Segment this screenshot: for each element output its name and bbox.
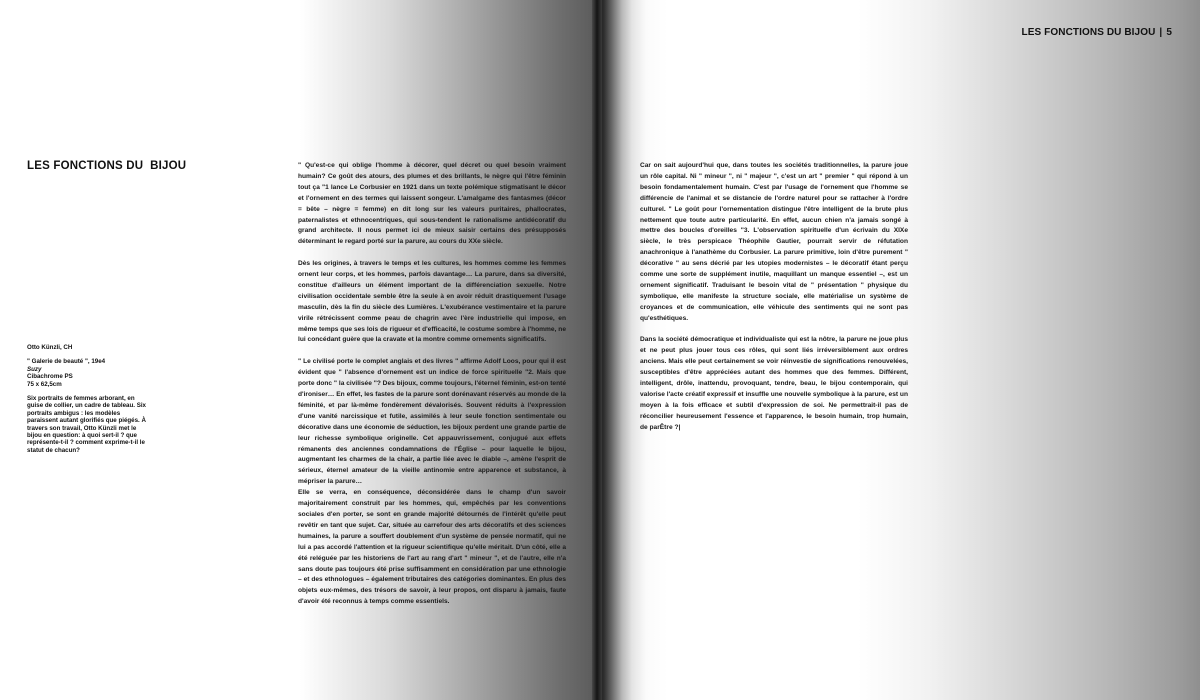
section-title: LES FONCTIONS DU BIJOU: [27, 160, 187, 172]
caption-work-title: " Galerie de beauté ", 19e4: [27, 358, 106, 366]
caption-material: Cibachrome PS: [27, 373, 73, 381]
left-page: [0, 0, 598, 700]
body-column-left: [298, 161, 566, 619]
caption-dimensions: 75 x 62,5cm: [27, 380, 62, 388]
page-gutter-fold: [592, 0, 602, 700]
running-head-title: LES FONCTIONS DU BIJOU: [1021, 27, 1156, 38]
paragraph: Elle se verra, en conséquence, déconsidérée dans le champ d'un savoir majoritairement construit par les hommes, qui, empêchés par les conventions sociales d'en porter, se sont en grande majorité détournés de l'intérêt qu'elle peut revêtir en tant que sujet. Car, située au carrefour des arts décoratifs et des sciences humaines, la parure a souffert doublement d'un système de pensée normatif, qui ne lui a pas accordé l'attention et la rigueur scientifique qu'elle méritait. D'un côté, elle a été reléguée par les historiens de l'art au rang d'art " mineur ", et de l'autre, elle n'a sans doute pas toujours été prise suffisamment en considération par une ethnologie – et des ethnologues – également tributaires des catégories dominantes. En plus des objets eux-mêmes, des trésors de savoir, à leur propos, ont disparu à jamais, faute d'avoir été reconnus à temps comme essentiels.: [298, 489, 566, 606]
paragraph: Dès les origines, à travers le temps et les cultures, les hommes comme les femmes ornent leur corps, et les hommes, parfois davantage… La parure, dans sa diversité, constitue d'ailleurs un élément important de la différenciation sexuelle. Notre civilisation occidentale semble être la seule à en avoir réduit drastiquement l'usage masculin, dès la fin du siècle des Lumières. L'exubérance vestimentaire et la parure virile rétrécissent comme peau de chagrin avec l'ère industrielle qui impose, en même temps que ses lois de rigueur et d'efficacité, le costume sombre à l'homme, ne lui concédant guère que la cravate et la montre comme ornements significatifs.: [298, 260, 566, 344]
body-column-right: [640, 161, 908, 445]
paragraph: " Le civilisé porte le complet anglais et des livres " affirme Adolf Loos, pour qui il est évident que " l'absence d'ornement est un indice de force spirituelle "2. Mais que porte donc " la civilisée "? Des bijoux, comme toujours, l'éternel féminin, est-on tenté d'ironiser… En effet, les fastes de la parure sont dorénavant réservés au monde de la féminité, et par là-même fondèrement dévalorisés. Souvent réduits à l'expression d'une vanité narcissique et futile, assimilés à leur seule fonction sentimentale ou décorative dans une économie de séduction, les bijoux perdent une grande partie de leur richesse symbolique originelle. Cet appauvrissement, conjugué aux effets rémanents des anciennes condamnations de l'Église – pour laquelle le bijou, augmentant les charmes de la chair, a partie liée avec le diable –, amène l'esprit de sérieux, éternel amateur de la vieille antinomie entre apparence et substance, à mépriser la parure…: [298, 358, 566, 486]
caption-artist: Otto Künzli, CH: [27, 344, 73, 351]
running-head: [1022, 27, 1172, 38]
paragraph: " Qu'est-ce qui oblige l'homme à décorer, quel décret ou quel besoin vraiment humain? Ce goût des atours, des plumes et des brillants, le nègre qui l'être féminin tout ça "1 lance Le Corbusier en 1921 dans un texte polémique stigmatisant le décor et l'ornement en des termes qui laissent songeur. L'amalgame des fantasmes (décor = bête – nègre = femme) en dit long sur les valeurs puritaires, phallocrates, paternalistes et ethnocentriques, qui sous-tendent le rationalisme antidécoratif du grand architecte. Il nous permet ici de mieux saisir certains des présupposés déterminant le regard porté sur la parure, au cours du XXe siècle.: [298, 162, 566, 246]
page-number: 5: [1166, 27, 1172, 38]
caption-description: Six portraits de femmes arborant, en guise de collier, un cadre de tableau. Six portraits ambigus : les modèles paraissent autant glorifiés que piégés. À travers son travail, Otto Künzli met le bijou en question: à quoi sert-il ? que représente-t-il ? comment exprime-t-il le statut de chacun?: [27, 395, 146, 454]
image-caption: [27, 344, 149, 454]
paragraph: Car on sait aujourd'hui que, dans toutes les sociétés traditionnelles, la parure joue un rôle capital. Ni " mineur ", ni " majeur ", c'est un art " premier " qui répond à un besoin fondamentalement humain. C'est par l'usage de l'ornement que l'homme se différencie de l'animal et se distancie de l'ordre naturel pour se rattacher à l'ordre culturel. " Le goût pour l'ornementation distingue l'être intelligent de la brute plus nettement que toute autre particularité. En effet, aucun chien n'a jamais songé à mettre des boucles d'oreilles "3. L'observation spirituelle d'un écrivain du XIXe siècle, le très perspicace Théophile Gautier, pourrait servir de réfutation anachronique à l'anathème du Corbusier. La parure primitive, loin d'être purement " décorative " au sens décrié par les utopies modernistes – le décoratif étant perçu comme une sorte de supplément inutile, maquillant un manque essentiel –, est un ornement significatif. Traduisant le besoin vital de " présentation " physique du symbolique, elle manifeste la structure sociale, elle matérialise un système de croyances et de communication, elle véhicule des sentiments qui ne sont pas qu'esthétiques.: [640, 162, 908, 322]
caption-subtitle: Suzy: [27, 365, 42, 373]
paragraph: Dans la société démocratique et individualiste qui est la nôtre, la parure ne joue plus et ne peut plus jouer tous ces rôles, qui sont liés irréversiblement aux ordres anciens. Mais elle peut certainement se voir réinvestie de significations renouvelées, susceptibles d'être appréciées autant des hommes que des femmes. Différent, intelligent, drôle, inattendu, provoquant, tendre, beau, le bijou contemporain, qui valorise l'acte créatif expressif et insuffle une nouvelle symbolique à la parure, est un moyen à la fois efficace et subtil d'expression de soi. Ne permettrait-il pas de réconcilier heureusement l'essence et l'apparence, le besoin humain, trop humain, de parÊtre ?|: [640, 336, 908, 431]
running-head-separator: |: [1159, 27, 1163, 38]
